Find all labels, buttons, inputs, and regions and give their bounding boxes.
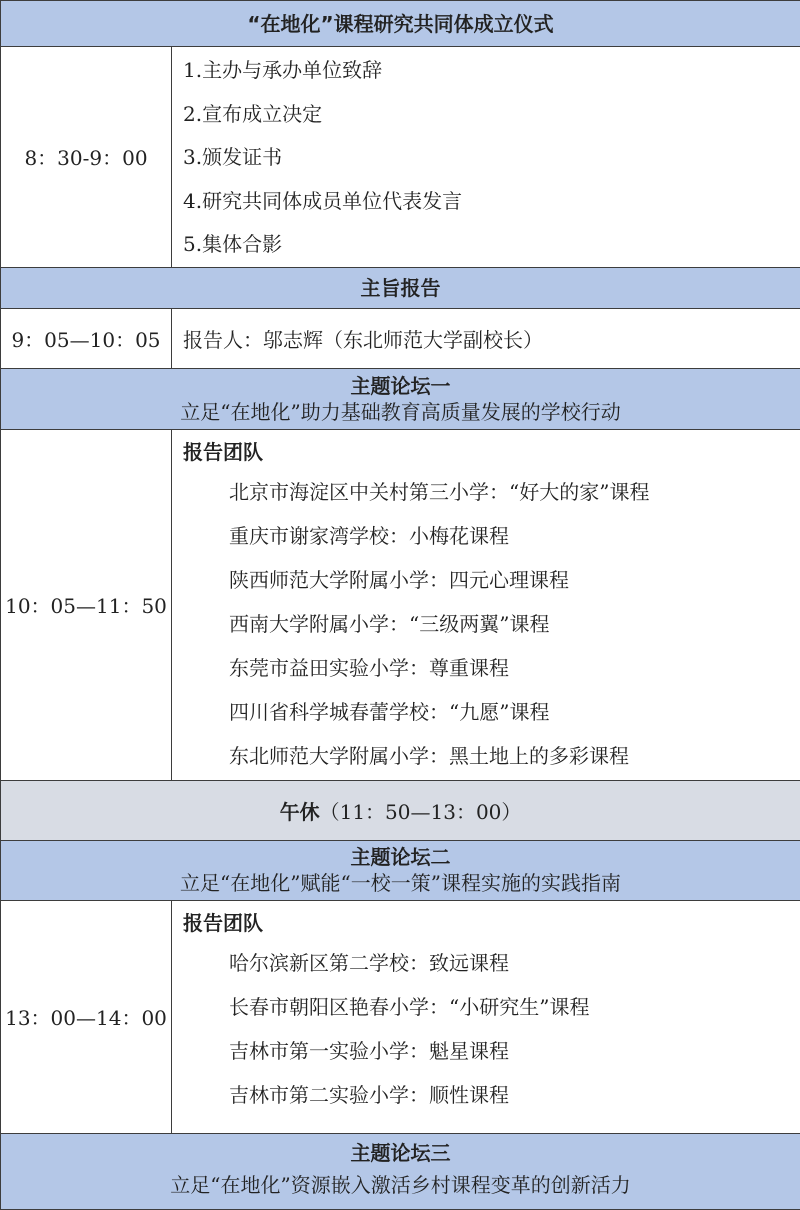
agenda-item: 1.主办与承办单位致辞 bbox=[183, 49, 800, 93]
team-item: 东北师范大学附属小学：黑土地上的多彩课程 bbox=[183, 734, 800, 778]
lunch-break-row bbox=[1, 780, 800, 840]
keynote-header bbox=[1, 267, 800, 308]
team-item: 北京市海淀区中关村第三小学：“好大的家”课程 bbox=[183, 470, 800, 514]
team-item: 陕西师范大学附属小学：四元心理课程 bbox=[183, 558, 800, 602]
forum2-team bbox=[172, 900, 800, 1133]
forum2-title: 主题论坛二 bbox=[1, 844, 800, 870]
team-item: 西南大学附属小学：“三级两翼”课程 bbox=[183, 602, 800, 646]
team-item: 重庆市谢家湾学校：小梅花课程 bbox=[183, 514, 800, 558]
team-item: 哈尔滨新区第二学校：致远课程 bbox=[183, 941, 800, 985]
forum1-subtitle: 立足“在地化”助力基础教育高质量发展的学校行动 bbox=[1, 399, 800, 425]
forum1-team-label: 报告团队 bbox=[183, 430, 800, 470]
team-item: 吉林市第二实验小学：顺性课程 bbox=[183, 1073, 800, 1117]
team-item: 长春市朝阳区艳春小学：“小研究生”课程 bbox=[183, 985, 800, 1029]
forum1-team bbox=[172, 429, 800, 780]
keynote-time: 9：05—10：05 bbox=[1, 308, 172, 368]
forum2-team-label: 报告团队 bbox=[183, 901, 800, 941]
forum3-title: 主题论坛三 bbox=[1, 1140, 800, 1166]
lunch-label: 午休 bbox=[280, 800, 320, 824]
ceremony-time: 8：30-9：00 bbox=[1, 47, 172, 268]
forum1-header bbox=[1, 368, 800, 429]
team-item: 吉林市第一实验小学：魁星课程 bbox=[183, 1029, 800, 1073]
agenda-item: 4.研究共同体成员单位代表发言 bbox=[183, 180, 800, 224]
ceremony-title: “在地化”课程研究共同体成立仪式 bbox=[1, 11, 800, 37]
agenda-item: 2.宣布成立决定 bbox=[183, 93, 800, 137]
team-item: 四川省科学城春蕾学校：“九愿”课程 bbox=[183, 690, 800, 734]
forum3-subtitle: 立足“在地化”资源嵌入激活乡村课程变革的创新活力 bbox=[1, 1166, 800, 1204]
forum1-time: 10：05—11：50 bbox=[1, 429, 172, 780]
keynote-speaker: 报告人：邬志辉（东北师范大学副校长） bbox=[172, 308, 800, 368]
lunch-time: （11：50—13：00） bbox=[320, 800, 522, 824]
agenda-item: 3.颁发证书 bbox=[183, 136, 800, 180]
team-item: 东莞市益田实验小学：尊重课程 bbox=[183, 646, 800, 690]
forum1-title: 主题论坛一 bbox=[1, 373, 800, 399]
agenda-item: 5.集体合影 bbox=[183, 223, 800, 267]
ceremony-header bbox=[1, 1, 800, 47]
ceremony-agenda bbox=[172, 47, 800, 268]
forum2-time: 13：00—14：00 bbox=[1, 900, 172, 1133]
forum2-header bbox=[1, 840, 800, 900]
keynote-title: 主旨报告 bbox=[1, 275, 800, 301]
forum3-header bbox=[1, 1133, 800, 1209]
forum2-subtitle: 立足“在地化”赋能“一校一策”课程实施的实践指南 bbox=[1, 870, 800, 896]
